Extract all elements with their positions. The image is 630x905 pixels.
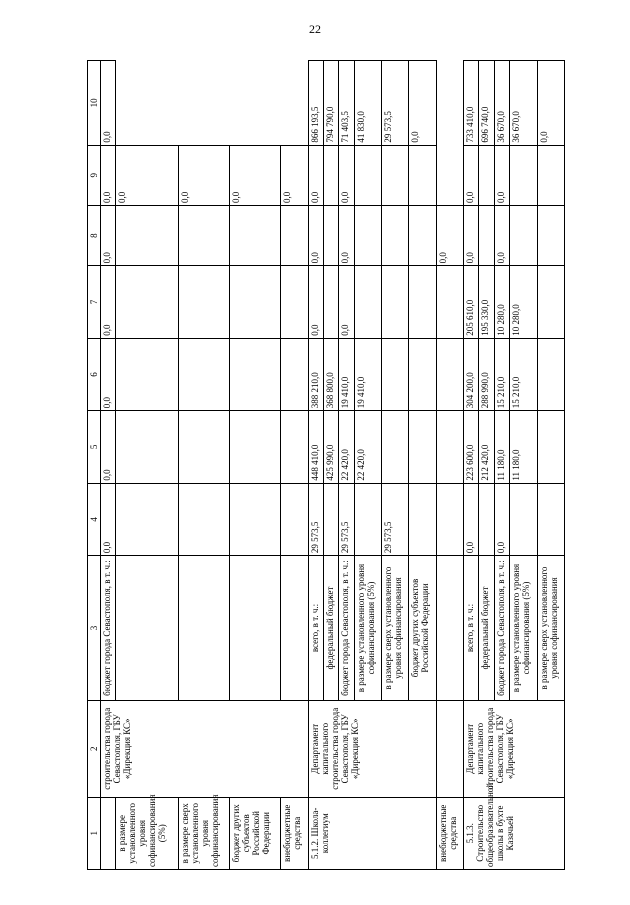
amount-cell [230, 556, 281, 701]
table-body [101, 61, 565, 870]
amount-cell [354, 483, 381, 555]
amount-cell [537, 145, 564, 205]
column-header: 4 [88, 483, 101, 555]
amount-cell: 0,0 [537, 61, 564, 146]
amount-cell: 0,0 [308, 266, 323, 338]
amount-cell [324, 145, 339, 205]
budget-table [87, 60, 565, 870]
amount-cell [116, 483, 179, 555]
amount-cell: 0,0 [494, 483, 509, 555]
table-row [464, 61, 479, 870]
column-header: 2 [88, 700, 101, 797]
amount-cell: 71 403,5 [339, 61, 354, 146]
amount-cell [116, 556, 179, 701]
executor-cell: Департамент капитального строительства города Севастополя, ГБУ «Дирекция КС» [464, 700, 565, 797]
amount-cell: 19 410,0 [354, 338, 381, 410]
funding-source-cell: в размере установленного уровня софинансирования (5%) [510, 556, 537, 701]
funding-source-cell: бюджет других субъектов Российской Федерации [230, 797, 281, 869]
funding-source-cell: в размере установленного уровня софинансирования (5%) [354, 556, 381, 701]
amount-cell: 15 210,0 [494, 338, 509, 410]
funding-source-cell: в размере сверх установленного уровня софинансирования [179, 797, 230, 869]
amount-cell [281, 411, 308, 483]
funding-source-cell: внебюджетные средства [281, 797, 308, 869]
amount-cell: 304 200,0 [464, 338, 479, 410]
executor-cell: строительства города Севастополя, ГБУ «Дирекция КС» [101, 700, 309, 797]
amount-cell [479, 145, 494, 205]
amount-cell [354, 266, 381, 338]
amount-cell [510, 205, 537, 265]
amount-cell [537, 483, 564, 555]
amount-cell: 195 330,0 [479, 266, 494, 338]
amount-cell [324, 483, 339, 555]
amount-cell: 0,0 [494, 145, 509, 205]
amount-cell: 0,0 [464, 145, 479, 205]
amount-cell [382, 145, 409, 205]
funding-source-cell: в размере установленного уровня софинансирования (5%) [116, 797, 179, 869]
amount-cell [230, 411, 281, 483]
amount-cell: 0,0 [409, 61, 436, 146]
amount-cell: 11 180,0 [494, 411, 509, 483]
column-header: 7 [88, 266, 101, 338]
amount-cell [179, 205, 230, 265]
amount-cell [116, 266, 179, 338]
amount-cell: 0,0 [339, 205, 354, 265]
table-row [308, 61, 323, 870]
amount-cell: 0,0 [101, 411, 116, 483]
amount-cell: 866 193,5 [308, 61, 323, 146]
amount-cell: 388 210,0 [308, 338, 323, 410]
amount-cell [436, 556, 463, 701]
amount-cell: 0,0 [101, 61, 116, 146]
amount-cell: 0,0 [464, 483, 479, 555]
amount-cell [382, 266, 409, 338]
amount-cell [409, 266, 436, 338]
funding-source-cell: всего, в т. ч.: [308, 556, 323, 701]
amount-cell: 29 573,5 [382, 483, 409, 555]
amount-cell [409, 145, 436, 205]
amount-cell [179, 266, 230, 338]
amount-cell: 0,0 [339, 145, 354, 205]
amount-cell [436, 338, 463, 410]
funding-source-cell: внебюджетные средства [436, 797, 463, 869]
amount-cell [281, 483, 308, 555]
amount-cell: 205 610,0 [464, 266, 479, 338]
amount-cell: 22 420,0 [354, 411, 381, 483]
amount-cell: 0,0 [436, 205, 463, 265]
amount-cell [382, 411, 409, 483]
amount-cell [537, 266, 564, 338]
funding-source-cell: всего, в т. ч.: [464, 556, 479, 701]
executor-cell: Департамент капитального строительства города Севастополя, ГБУ «Дирекция КС» [308, 700, 436, 797]
amount-cell: 22 420,0 [339, 411, 354, 483]
amount-cell [354, 205, 381, 265]
amount-cell [179, 483, 230, 555]
amount-cell [537, 411, 564, 483]
amount-cell [537, 338, 564, 410]
amount-cell: 0,0 [101, 145, 116, 205]
amount-cell: 212 420,0 [479, 411, 494, 483]
column-header: 9 [88, 145, 101, 205]
amount-cell: 15 210,0 [510, 338, 537, 410]
funding-source-cell: федеральный бюджет [324, 556, 339, 701]
funding-source-cell: федеральный бюджет [479, 556, 494, 701]
amount-cell [382, 338, 409, 410]
amount-cell: 288 990,0 [479, 338, 494, 410]
amount-cell [436, 411, 463, 483]
amount-cell [436, 700, 463, 797]
amount-cell: 448 410,0 [308, 411, 323, 483]
funding-source-cell: бюджет других субъектов Российской Федерации [409, 556, 436, 701]
amount-cell: 368 800,0 [324, 338, 339, 410]
page-number: 22 [309, 22, 321, 36]
amount-cell [382, 205, 409, 265]
amount-cell [409, 338, 436, 410]
funding-source-cell: бюджет города Севастополя, в т. ч.: [101, 556, 116, 701]
measure-name-cell: 5.1.2. Школа-коллегиум [308, 797, 436, 869]
column-header: 8 [88, 205, 101, 265]
amount-cell [354, 145, 381, 205]
measure-name-cell: 5.1.3. Строительство общеобразовательной школы в бухте Казачьей [464, 797, 565, 869]
amount-cell: 696 740,0 [479, 61, 494, 146]
amount-cell: 10 280,0 [494, 266, 509, 338]
table-row [101, 61, 116, 870]
amount-cell [281, 338, 308, 410]
amount-cell [179, 411, 230, 483]
amount-cell [409, 205, 436, 265]
amount-cell: 0,0 [101, 205, 116, 265]
amount-cell [230, 483, 281, 555]
amount-cell: 0,0 [281, 145, 308, 205]
amount-cell [436, 483, 463, 555]
column-header: 6 [88, 338, 101, 410]
funding-source-cell: в размере сверх установленного уровня софинансирования [537, 556, 564, 701]
amount-cell [409, 483, 436, 555]
amount-cell: 733 410,0 [464, 61, 479, 146]
amount-cell [510, 483, 537, 555]
header-row [88, 61, 101, 870]
column-header: 1 [88, 797, 101, 869]
table-row [436, 61, 463, 870]
amount-cell [510, 145, 537, 205]
amount-cell [230, 205, 281, 265]
amount-cell: 425 990,0 [324, 411, 339, 483]
amount-cell [281, 205, 308, 265]
amount-cell [281, 266, 308, 338]
amount-cell: 41 830,0 [354, 61, 381, 146]
funding-source-cell: в размере сверх установленного уровня софинансирования [382, 556, 409, 701]
amount-cell: 29 573,5 [382, 61, 409, 146]
amount-cell: 0,0 [101, 266, 116, 338]
amount-cell: 0,0 [101, 483, 116, 555]
amount-cell: 29 573,5 [308, 483, 323, 555]
column-header: 3 [88, 556, 101, 701]
amount-cell: 0,0 [101, 338, 116, 410]
amount-cell [116, 205, 179, 265]
amount-cell: 0,0 [116, 145, 179, 205]
funding-source-cell: бюджет города Севастополя, в т. ч.: [494, 556, 509, 701]
amount-cell: 36 670,0 [510, 61, 537, 146]
amount-cell [479, 205, 494, 265]
amount-cell: 0,0 [339, 266, 354, 338]
amount-cell [409, 411, 436, 483]
amount-cell [436, 266, 463, 338]
amount-cell [179, 338, 230, 410]
amount-cell [230, 338, 281, 410]
amount-cell: 0,0 [464, 205, 479, 265]
amount-cell: 11 180,0 [510, 411, 537, 483]
amount-cell [324, 266, 339, 338]
amount-cell [281, 556, 308, 701]
amount-cell: 0,0 [494, 205, 509, 265]
column-header: 10 [88, 61, 101, 146]
amount-cell: 0,0 [230, 145, 281, 205]
amount-cell [537, 205, 564, 265]
amount-cell [116, 411, 179, 483]
amount-cell: 0,0 [308, 205, 323, 265]
amount-cell: 19 410,0 [339, 338, 354, 410]
amount-cell: 223 600,0 [464, 411, 479, 483]
amount-cell: 794 790,0 [324, 61, 339, 146]
amount-cell: 29 573,5 [339, 483, 354, 555]
amount-cell: 36 670,0 [494, 61, 509, 146]
funding-source-cell: бюджет города Севастополя, в т. ч.: [339, 556, 354, 701]
amount-cell [116, 338, 179, 410]
amount-cell: 0,0 [308, 145, 323, 205]
measure-name-cell [101, 797, 116, 869]
amount-cell: 0,0 [179, 145, 230, 205]
rotated-table-container [87, 60, 565, 870]
column-header: 5 [88, 411, 101, 483]
amount-cell [479, 483, 494, 555]
amount-cell [230, 266, 281, 338]
amount-cell [179, 556, 230, 701]
amount-cell: 10 280,0 [510, 266, 537, 338]
amount-cell [324, 205, 339, 265]
